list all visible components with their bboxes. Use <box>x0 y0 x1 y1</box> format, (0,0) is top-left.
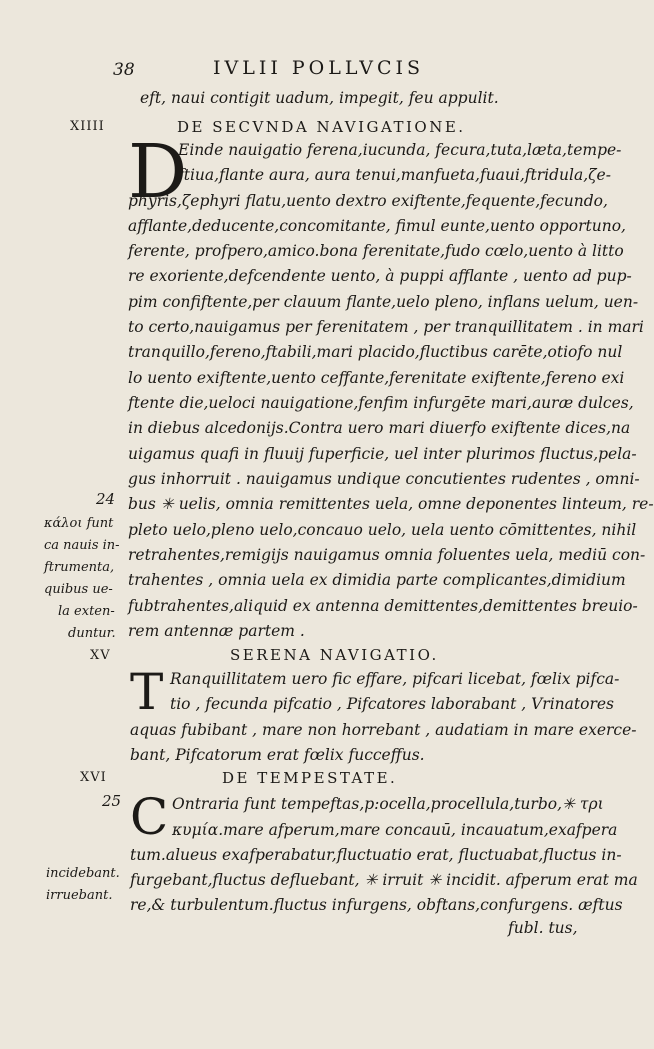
text-line: tum.alueus exafperabatur,fluctuatio erat, fluctuabat,fluctus in- <box>130 846 622 864</box>
margin-number: 24 <box>96 490 116 508</box>
text-line: bus ✳ uelis, omnia remittentes uela, omne deponentes linteum, re- <box>128 495 654 513</box>
drop-cap: C <box>130 788 169 846</box>
margin-note-line: ca nauis in- <box>44 538 120 553</box>
section-number: XV <box>90 648 111 663</box>
text-line: gus inhorruit . nauigamus undique concutientes rudentes , omni- <box>128 470 640 488</box>
text-line: bant, Pifcatorum erat fœlix fucceffus. <box>130 746 425 764</box>
text-line: κυμία.mare afperum,mare concauū, incauatum,exafpera <box>172 821 618 839</box>
margin-note-line: quibus ue- <box>44 582 113 597</box>
running-head: IVLII POLLVCIS <box>213 57 425 79</box>
text-line: in diebus alcedonijs.Contra uero mari diuerfo exiftente dices,na <box>128 419 631 437</box>
section-number: XVI <box>80 770 107 785</box>
text-line: aquas fubibant , mare non horrebant , audatiam in mare exerce- <box>130 721 637 739</box>
drop-cap: D <box>128 129 188 215</box>
text-line: uigamus quafi in fluuij fuperficie, uel inter plurimos fluctus,pela- <box>128 445 637 463</box>
text-line: fubl. tus, <box>508 919 578 937</box>
margin-note-line: la exten- <box>58 604 115 619</box>
text-line: re exoriente,defcendente uento, à puppi afflante , uento ad pup- <box>128 267 632 285</box>
first-line: eft, naui contigit uadum, impegit, feu appulit. <box>140 89 499 107</box>
margin-note-line: incidebant. <box>46 866 120 881</box>
text-line: tio , fecunda pifcatio , Pifcatores laborabant , Vrinatores <box>170 695 614 713</box>
section-heading: SERENA NAVIGATIO. <box>230 646 439 664</box>
section-heading: DE SECVNDA NAVIGATIONE. <box>177 118 466 136</box>
text-line: fubtrahentes,aliquid ex antenna demittentes,demittentes breuio- <box>128 597 638 615</box>
page-number: 38 <box>113 60 135 80</box>
text-line: trahentes , omnia uela ex dimidia parte complicantes,dimidium <box>128 571 626 589</box>
drop-cap: T <box>130 663 164 721</box>
text-line: re,& turbulentum.fluctus infurgens, obftans,confurgens. æftus <box>130 896 623 914</box>
section-number: XIIII <box>70 119 105 134</box>
margin-number: 25 <box>102 792 122 810</box>
margin-note-line: ftrumenta, <box>44 560 115 575</box>
text-line: tranquillo,fereno,ftabili,mari placido,fluctibus carēte,otiofo nul <box>128 343 623 361</box>
text-line: Ontraria funt tempeftas,p:ocella,procellula,turbo,✳ τρι <box>172 795 604 813</box>
margin-note-line: irruebant. <box>46 888 113 903</box>
text-line: rem antennæ partem . <box>128 622 305 640</box>
text-line: ftiua,flante aura, aura tenui,manfueta,fuaui,ftridula,ζe- <box>178 166 611 184</box>
text-line: to certo,nauigamus per ferenitatem , per tranquillitatem . in mari <box>128 318 644 336</box>
section-heading: DE TEMPESTATE. <box>222 769 398 787</box>
text-line: pleto uelo,pleno uelo,concauo uelo, uela uento cōmittentes, nihil <box>128 521 637 539</box>
text-line: Einde nauigatio ferena,iucunda, fecura,tuta,læta,tempe- <box>178 141 622 159</box>
text-line: phyris,ζephyri flatu,uento dextro exiftente,fequente,fecundo, <box>128 192 608 210</box>
margin-note-line: duntur. <box>68 626 116 641</box>
text-line: furgebant,fluctus defluebant, ✳ irruit ✳ incidit. afperum erat ma <box>130 871 638 889</box>
text-line: ftente die,ueloci nauigatione,fenfim infurgēte mari,auræ dulces, <box>128 394 634 412</box>
text-line: ferente, profpero,amico.bona ferenitate,fudo cœlo,uento à litto <box>128 242 624 260</box>
text-line: pim confiftente,per clauum flante,uelo pleno, inflans uelum, uen- <box>128 293 639 311</box>
text-line: lo uento exiftente,uento ceffante,ferenitate exiftente,fereno exi <box>128 369 625 387</box>
text-line: Ranquillitatem uero fic effare, pifcari licebat, fœlix pifca- <box>170 670 620 688</box>
text-line: afflante,deducente,concomitante, fimul eunte,uento opportuno, <box>128 217 626 235</box>
text-line: retrahentes,remigijs nauigamus omnia foluentes uela, mediū con- <box>128 546 646 564</box>
margin-note-line: κάλοι funt <box>44 516 114 531</box>
